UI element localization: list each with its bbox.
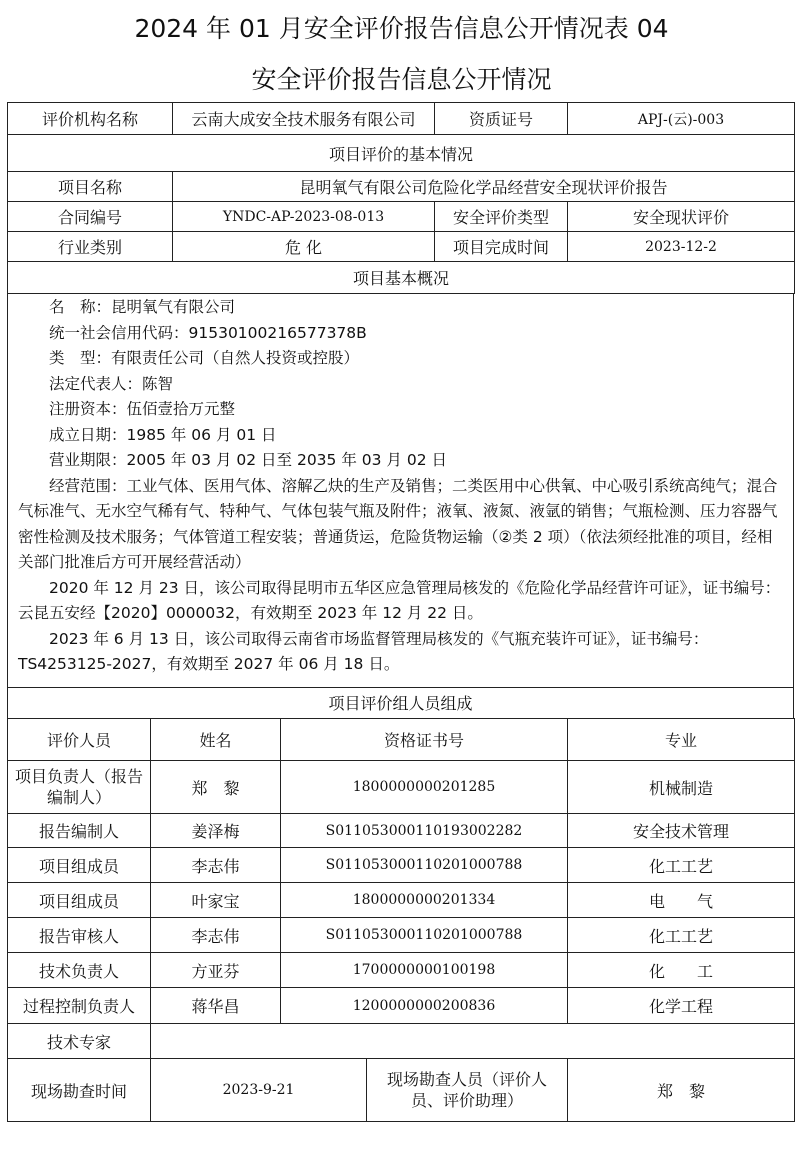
contract-row <box>8 202 795 232</box>
member-cert: 1200000000200836 <box>281 988 568 1024</box>
team-row <box>8 761 795 814</box>
finish-time-label: 项目完成时间 <box>435 232 568 262</box>
member-role: 项目负责人（报告编制人） <box>8 761 151 814</box>
column-header: 专业 <box>568 719 795 761</box>
member-cert: S011053000110201000788 <box>281 848 568 883</box>
survey-row <box>8 1059 795 1122</box>
overview-text <box>8 295 792 687</box>
team-row <box>8 814 795 848</box>
overview-paragraph: 2020 年 12 月 23 日，该公司取得昆明市五华区应急管理局核发的《危险化学品经营许可证》，证书编号：云昆五安经【2020】0000032，有效期至 2023 年 12 月 22 日。 <box>18 578 781 622</box>
team-header-row <box>8 719 795 761</box>
member-name: 姜泽梅 <box>151 814 281 848</box>
overview-paragraph: 经营范围：工业气体、医用气体、溶解乙炔的生产及销售；二类医用中心供氧、中心吸引系统高纯气；混合气标准气、无水空气稀有气、特种气、气体包装气瓶及附件；液氧、液氮、液氩的销售；气瓶检测、压力容器气密性检测及技术服务；气体管道工程安装；普通货运，危险货物运输（②类 2 项）（依法须经批准的项目，经相关部门批准后方可开展经营活动） <box>18 476 778 571</box>
expert-value <box>151 1024 795 1059</box>
member-cert: S011053000110201000788 <box>281 918 568 953</box>
basic-section-header: 项目评价的基本情况 <box>8 135 795 172</box>
member-major: 电 气 <box>568 883 795 918</box>
team-row <box>8 883 795 918</box>
column-header: 姓名 <box>151 719 281 761</box>
cert-label: 资质证号 <box>435 103 568 135</box>
overview-line: 法定代表人：陈智 <box>49 374 174 393</box>
overview-header-row <box>8 262 795 294</box>
document-title: 2024 年 01 月安全评价报告信息公开情况表 04 <box>134 14 669 43</box>
overview-line: 成立日期：1985 年 06 月 01 日 <box>49 425 277 444</box>
expert-row <box>8 1024 795 1059</box>
member-role: 项目组成员 <box>8 848 151 883</box>
member-role: 报告审核人 <box>8 918 151 953</box>
member-role: 报告编制人 <box>8 814 151 848</box>
org-label: 评价机构名称 <box>8 103 173 135</box>
overview-line: 类 型：有限责任公司（自然人投资或控股） <box>49 349 360 367</box>
column-header: 资格证书号 <box>281 719 568 761</box>
eval-type-label: 安全评价类型 <box>435 202 568 232</box>
member-name: 方亚芬 <box>151 953 281 988</box>
org-value: 云南大成安全技术服务有限公司 <box>173 103 435 135</box>
overview-line: 注册资本：伍佰壹拾万元整 <box>49 400 236 418</box>
member-cert: 1800000000201285 <box>281 761 568 814</box>
industry-row <box>8 232 795 262</box>
survey-people-label: 现场勘查人员（评价人员、评价助理） <box>367 1059 568 1122</box>
survey-time-value: 2023-9-21 <box>151 1059 367 1122</box>
team-row <box>8 988 795 1024</box>
contract-value: YNDC-AP-2023-08-013 <box>173 202 435 232</box>
overview-line: 营业期限：2005 年 03 月 02 日至 2035 年 03 月 02 日 <box>49 451 447 469</box>
member-name: 郑 黎 <box>151 761 281 814</box>
team-section-header: 项目评价组人员组成 <box>7 687 794 718</box>
overview-section-header: 项目基本概况 <box>8 262 795 294</box>
document-subtitle: 安全评价报告信息公开情况 <box>251 65 552 94</box>
overview-line: 统一社会信用代码：91530100216577378B <box>49 323 367 342</box>
eval-type-value: 安全现状评价 <box>568 202 795 232</box>
member-cert: S011053000110193002282 <box>281 814 568 848</box>
column-header: 评价人员 <box>8 719 151 761</box>
basic-header-row <box>8 135 795 172</box>
project-name-value: 昆明氧气有限公司危险化学品经营安全现状评价报告 <box>173 172 795 202</box>
project-name-label: 项目名称 <box>8 172 173 202</box>
member-cert: 1700000000100198 <box>281 953 568 988</box>
survey-table <box>7 1058 795 1122</box>
team-row <box>8 953 795 988</box>
contract-label: 合同编号 <box>8 202 173 232</box>
team-row <box>8 848 795 883</box>
member-major: 安全技术管理 <box>568 814 795 848</box>
member-name: 李志伟 <box>151 918 281 953</box>
member-role: 项目组成员 <box>8 883 151 918</box>
finish-time-value: 2023-12-2 <box>568 232 795 262</box>
org-row <box>8 103 795 135</box>
cert-value: APJ-(云)-003 <box>568 103 795 135</box>
team-table <box>7 718 795 1059</box>
member-role: 技术负责人 <box>8 953 151 988</box>
survey-time-label: 现场勘查时间 <box>8 1059 151 1122</box>
member-major: 机械制造 <box>568 761 795 814</box>
member-cert: 1800000000201334 <box>281 883 568 918</box>
industry-value: 危 化 <box>173 232 435 262</box>
member-name: 蒋华昌 <box>151 988 281 1024</box>
overview-paragraph: 2023 年 6 月 13 日，该公司取得云南省市场监督管理局核发的《气瓶充装许可证》，证书编号：TS4253125-2027，有效期至 2027 年 06 月 18 日。 <box>18 629 709 673</box>
member-major: 化学工程 <box>568 988 795 1024</box>
overview-line: 名 称：昆明氧气有限公司 <box>49 298 236 316</box>
basic-info-table <box>7 102 795 294</box>
survey-people-value: 郑 黎 <box>568 1059 795 1122</box>
member-name: 李志伟 <box>151 848 281 883</box>
team-row <box>8 918 795 953</box>
project-name-row <box>8 172 795 202</box>
member-major: 化工工艺 <box>568 848 795 883</box>
industry-label: 行业类别 <box>8 232 173 262</box>
member-role: 过程控制负责人 <box>8 988 151 1024</box>
member-major: 化 工 <box>568 953 795 988</box>
expert-label: 技术专家 <box>8 1024 151 1059</box>
member-major: 化工工艺 <box>568 918 795 953</box>
member-name: 叶家宝 <box>151 883 281 918</box>
